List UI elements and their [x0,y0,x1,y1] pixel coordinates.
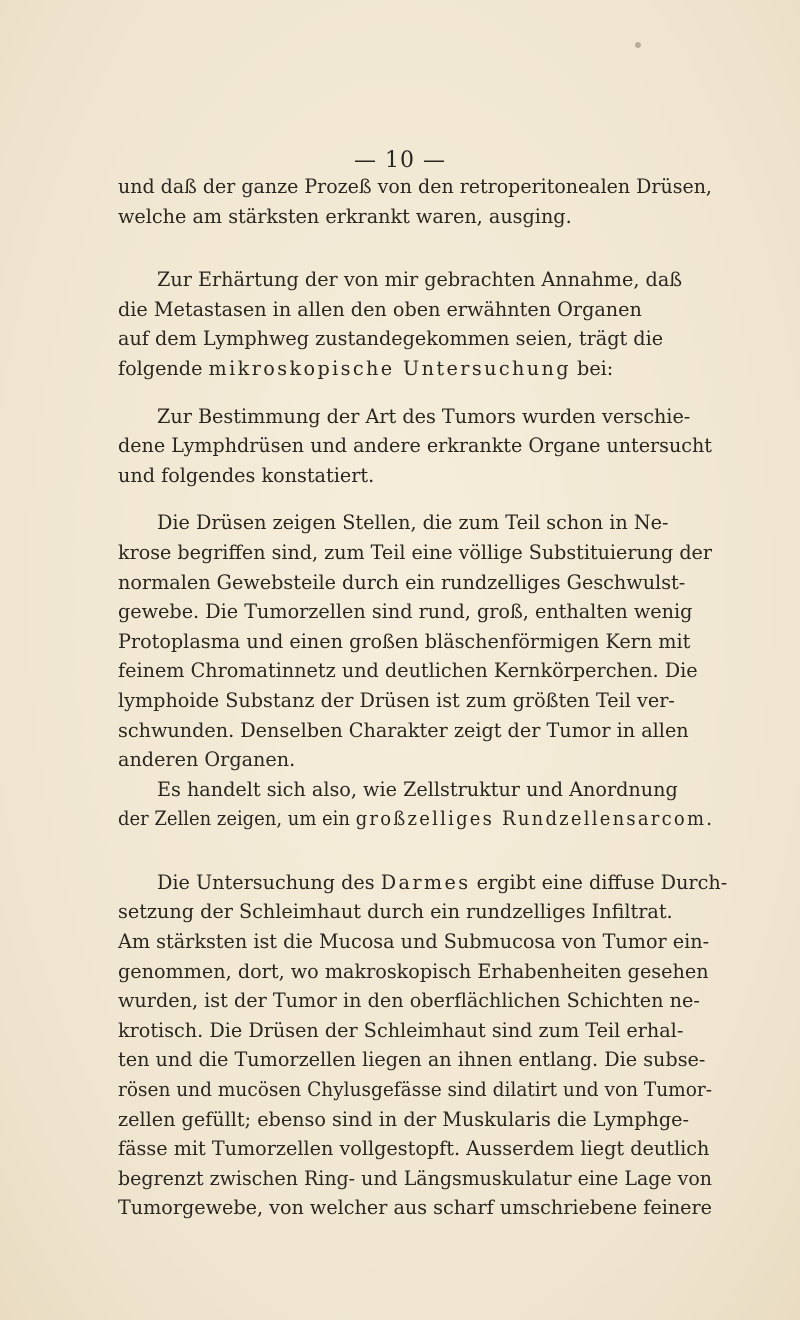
text-line: Die Drüsen zeigen Stellen, die zum Teil schon in Ne- [157,511,669,535]
paragraph-5 [118,775,712,834]
text-line: lymphoide Substanz der Drüsen ist zum größten Teil ver- [118,688,675,712]
text-line: auf dem Lymphweg zustandegekommen seien, trägt die [118,327,664,351]
text-line: Zur Erhärtung der von mir gebrachten Annahme, daß [157,268,683,292]
emphasized-text: großzelliges Rundzellensarcom [355,807,707,831]
text-run: . [706,807,712,831]
text-line [118,868,728,898]
text-line: Protoplasma und einen großen bläschenförmigen Kern mit [118,629,691,653]
emphasized-text: mikroskopische Untersuchung [208,356,571,380]
text-line: und folgendes konstatiert. [118,463,375,487]
text-line: gewebe. Die Tumorzellen sind rund, groß, enthalten wenig [118,600,693,624]
text-line: welche am stärksten erkrankt waren, ausging. [118,204,572,228]
text-line: krotisch. Die Drüsen der Schleimhaut sind zum Teil erhal- [118,1018,684,1042]
text-line: ten und die Tumorzellen liegen an ihnen entlang. Die subse- [118,1048,706,1072]
paragraph-2 [118,265,712,383]
text-run: der Zellen zeigen, um ein [118,807,356,831]
emphasized-text: Darmes [380,870,471,894]
text-line: Am stärksten ist die Mucosa und Submucosa von Tumor ein- [118,930,710,954]
page-number: — 10 — [354,148,446,173]
text-line: die Metastasen in allen den oben erwähnten Organen [118,297,642,321]
text-line: schwunden. Denselben Charakter zeigt der Tumor in allen [118,718,689,742]
text-run: folgende [118,356,209,380]
text-line: krose begriffen sind, zum Teil eine völlige Substituierung der [118,540,712,564]
text-line: genommen, dort, wo makroskopisch Erhabenheiten gesehen [118,959,709,983]
text-line: setzung der Schleimhaut durch ein rundzelliges Infiltrat. [118,900,673,924]
text-line: rösen und mucösen Chylusgefässe sind dilatirt und von Tumor- [118,1078,712,1102]
paragraph-3 [118,402,712,491]
text-line: fässe mit Tumorzellen vollgestopft. Ausserdem liegt deutlich [118,1137,710,1161]
paragraph-4 [118,508,712,774]
text-line: wurden, ist der Tumor in den oberflächlichen Schichten ne- [118,989,700,1013]
text-line: zellen gefüllt; ebenso sind in der Muskularis die Lymphge- [118,1107,690,1131]
paragraph-1 [118,172,712,231]
body-text [118,172,728,1223]
text-line: anderen Organen. [118,748,296,772]
text-line [118,354,712,384]
text-line: und daß der ganze Prozeß von den retroperitonealen Drüsen, [118,175,712,198]
text-line: feinem Chromatinnetz und deutlichen Kernkörperchen. Die [118,659,698,683]
text-line: begrenzt zwischen Ring- und Längsmuskulatur eine Lage von [118,1166,713,1190]
text-line: Es handelt sich also, wie Zellstruktur und Anordnung [157,777,678,801]
text-line: Zur Bestimmung der Art des Tumors wurden verschie- [157,404,691,428]
text-run: Die Untersuchung des [157,870,381,894]
paragraph-6 [118,868,728,1223]
ink-speck [635,42,641,48]
text-line: dene Lymphdrüsen und andere erkrankte Organe untersucht [118,434,712,458]
text-run: bei: [570,356,614,380]
text-line: Tumorgewebe, von welcher aus scharf umschriebene feinere [118,1196,713,1220]
text-line: normalen Gewebsteile durch ein rundzelliges Geschwulst- [118,570,686,594]
text-line [118,804,712,834]
text-run: ergibt eine diffuse Durch- [470,870,728,894]
